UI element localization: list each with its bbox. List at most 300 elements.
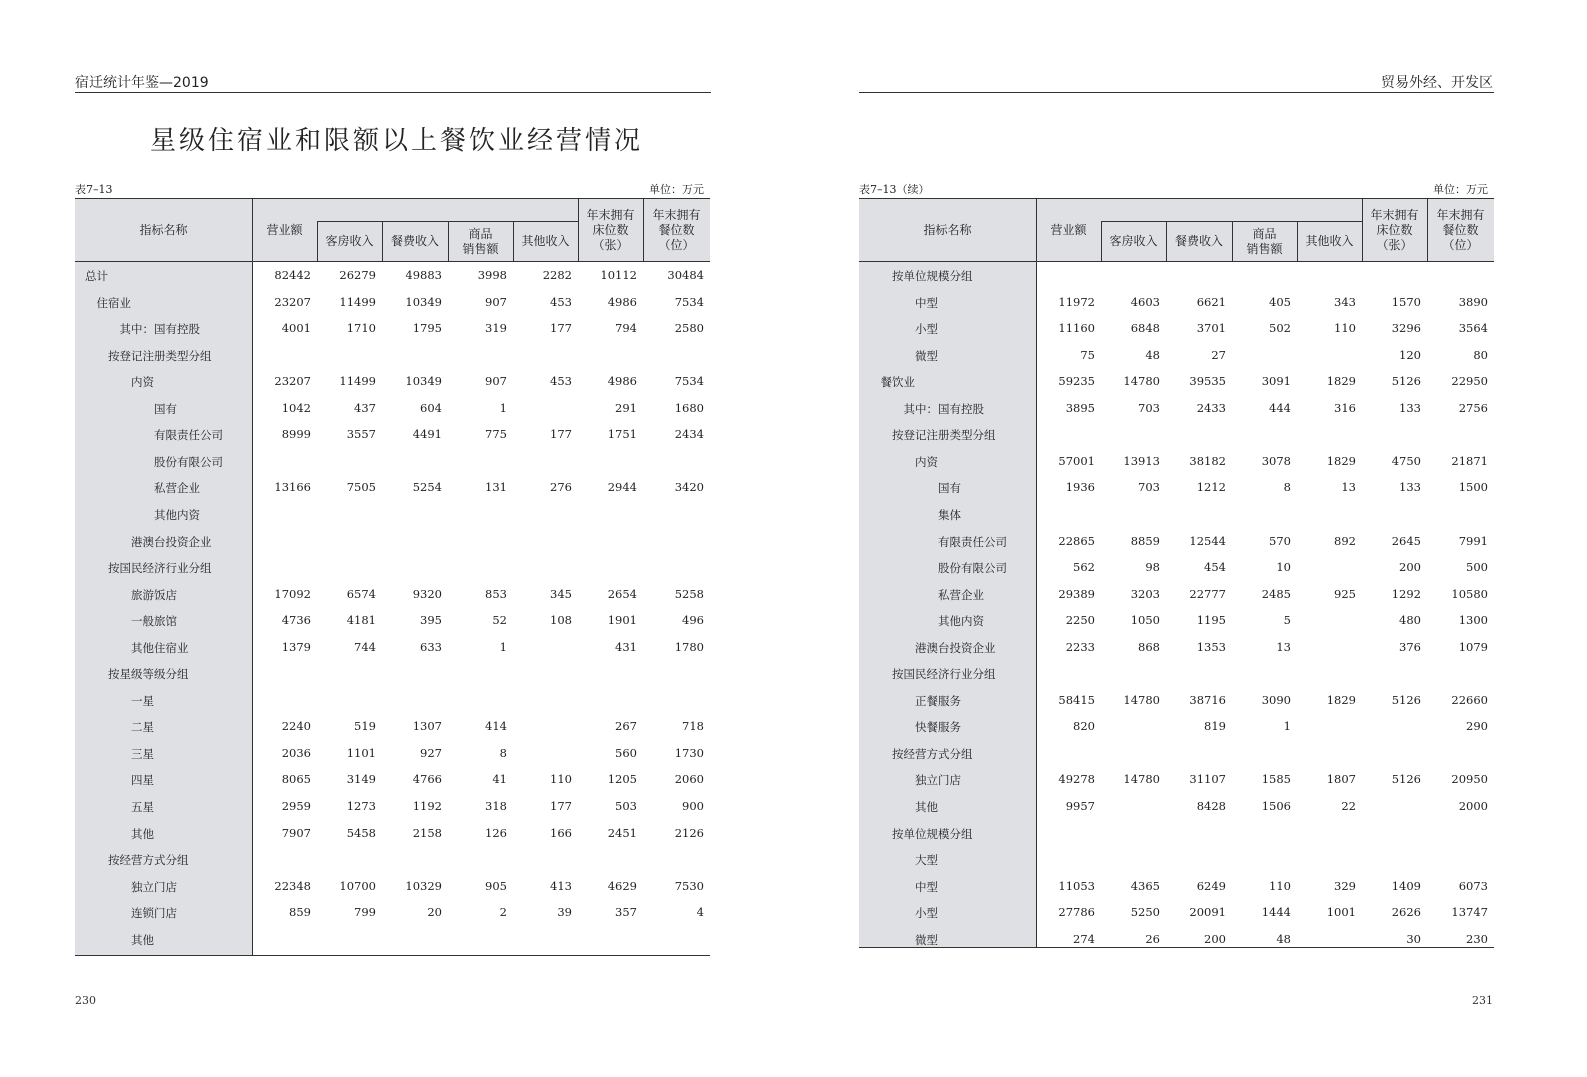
cell-value: 799 (354, 905, 376, 920)
row-label: 国有 (154, 401, 177, 416)
cell-value: 13 (1341, 480, 1356, 495)
cell-value: 6073 (1458, 878, 1488, 893)
row-label: 港澳台投资企业 (915, 640, 996, 655)
header-text: （张） (592, 237, 629, 252)
cell-value: 1444 (1261, 905, 1291, 920)
cell-value: 120 (1399, 347, 1421, 362)
cell-value: 900 (682, 799, 704, 813)
cell-value: 8859 (1130, 533, 1160, 548)
cell-value: 110 (1334, 321, 1356, 336)
header-text: （张） (1376, 237, 1413, 252)
cell-value: 431 (615, 639, 637, 654)
cell-value: 604 (420, 400, 442, 415)
cell-value: 907 (485, 374, 507, 389)
cell-value: 276 (550, 480, 572, 495)
running-head: 宿迁统计年鉴—2019 (75, 75, 209, 91)
row-label: 集体 (938, 507, 961, 522)
cell-value: 13166 (274, 480, 311, 495)
cell-value: 58415 (1058, 692, 1095, 707)
table-row (0, 795, 794, 821)
row-label: 其中：国有控股 (119, 322, 200, 337)
cell-value: 744 (354, 639, 376, 654)
cell-value: 2485 (1261, 586, 1291, 601)
cell-value: 6574 (346, 586, 376, 601)
header-rule (859, 92, 1494, 93)
cell-value: 41 (492, 772, 507, 787)
table-row (793, 662, 1587, 688)
cell-value: 11499 (339, 294, 376, 309)
cell-value: 1795 (412, 321, 442, 336)
table-row (0, 742, 794, 768)
row-label: 按单位规模分组 (892, 269, 973, 283)
cell-value: 26279 (339, 268, 376, 282)
row-label: 独立门店 (915, 773, 961, 788)
row-label: 中型 (915, 879, 938, 894)
page-number: 231 (1472, 994, 1493, 1007)
cell-value: 110 (550, 772, 572, 787)
cell-value: 5126 (1391, 374, 1421, 389)
cell-value: 395 (420, 613, 442, 628)
cell-value: 1042 (281, 400, 311, 415)
cell-value: 4750 (1391, 453, 1421, 468)
row-label: 按经营方式分组 (108, 853, 189, 868)
header-divider (317, 221, 318, 262)
row-label: 按国民经济行业分组 (892, 667, 996, 682)
header-text: （位） (658, 237, 695, 252)
cell-value: 22348 (274, 878, 311, 893)
cell-value: 3091 (1261, 374, 1291, 389)
cell-value: 21871 (1451, 453, 1488, 468)
right-page (793, 0, 1587, 1077)
cell-value: 8065 (281, 772, 311, 787)
row-label: 股份有限公司 (154, 454, 223, 469)
table-row (0, 928, 794, 954)
header-text: 其他收入 (521, 234, 570, 248)
cell-value: 1379 (281, 639, 311, 654)
table-row (793, 556, 1587, 582)
cell-value: 177 (550, 321, 572, 336)
cell-value: 48 (1145, 347, 1160, 362)
cell-value: 2250 (1065, 613, 1095, 628)
cell-value: 4365 (1130, 878, 1160, 893)
cell-value: 820 (1073, 719, 1095, 734)
table-row (0, 370, 794, 396)
row-label: 中型 (915, 295, 938, 310)
cell-value: 1409 (1391, 878, 1421, 893)
header-text: 指标名称 (923, 222, 972, 237)
cell-value: 1506 (1261, 799, 1291, 813)
cell-value: 1050 (1130, 613, 1160, 628)
cell-value: 3895 (1065, 400, 1095, 415)
cell-value: 4181 (346, 613, 376, 628)
cell-value: 22777 (1189, 586, 1226, 601)
row-label: 正餐服务 (915, 693, 961, 708)
row-label: 私营企业 (938, 587, 984, 602)
row-label: 港澳台投资企业 (131, 534, 212, 549)
table-row (793, 742, 1587, 768)
cell-value: 13 (1276, 639, 1291, 654)
header-meal-income (1166, 221, 1232, 262)
cell-value: 177 (550, 427, 572, 442)
table-row (0, 609, 794, 635)
cell-value: 3557 (346, 427, 376, 442)
cell-value: 4603 (1130, 294, 1160, 309)
cell-value: 1212 (1196, 480, 1226, 495)
row-label: 餐饮业 (880, 375, 915, 390)
cell-value: 343 (1334, 294, 1356, 309)
cell-value: 2626 (1391, 905, 1421, 920)
cell-value: 454 (1204, 560, 1226, 575)
table-row (793, 875, 1587, 901)
header-rule (75, 92, 711, 93)
cell-value: 453 (550, 294, 572, 309)
table-row (793, 397, 1587, 423)
cell-value: 5126 (1391, 772, 1421, 787)
cell-value: 318 (485, 799, 507, 813)
cell-value: 859 (289, 905, 311, 920)
cell-value: 1079 (1458, 639, 1488, 654)
cell-value: 38716 (1189, 692, 1226, 707)
row-label: 其他住宿业 (131, 640, 189, 655)
header-indicator-name (75, 198, 252, 262)
table-row (0, 397, 794, 423)
cell-value: 9957 (1065, 799, 1095, 813)
cell-value: 453 (550, 374, 572, 389)
row-label: 其他 (915, 800, 938, 814)
header-text: 年末拥有 (1436, 207, 1485, 222)
table-row (0, 450, 794, 476)
table-row (0, 556, 794, 582)
cell-value: 166 (550, 825, 572, 840)
row-label: 内资 (915, 454, 938, 469)
cell-value: 794 (615, 321, 637, 336)
cell-value: 2645 (1391, 533, 1421, 548)
header-text: 餐费收入 (1174, 234, 1223, 248)
row-label: 按登记注册类型分组 (108, 348, 212, 363)
table-row (0, 689, 794, 715)
header-text: 餐位数 (658, 222, 695, 237)
cell-value: 133 (1399, 400, 1421, 415)
cell-value: 1570 (1391, 294, 1421, 309)
table-row (0, 423, 794, 449)
cell-value: 177 (550, 799, 572, 813)
table-row (0, 264, 794, 290)
cell-value: 13913 (1123, 453, 1160, 468)
table-row (793, 928, 1587, 954)
cell-value: 1 (1283, 719, 1291, 734)
cell-value: 10329 (405, 878, 442, 893)
cell-value: 80 (1473, 347, 1488, 362)
cell-value: 2434 (674, 427, 704, 442)
cell-value: 1680 (674, 400, 704, 415)
row-label: 其他内资 (154, 507, 200, 522)
header-goods-sales (448, 221, 513, 262)
cell-value: 5458 (346, 825, 376, 840)
cell-value: 30 (1406, 931, 1421, 946)
cell-value: 570 (1269, 533, 1291, 548)
table-row (0, 503, 794, 529)
cell-value: 12544 (1189, 533, 1226, 548)
cell-value: 1901 (607, 613, 637, 628)
cell-value: 59235 (1058, 374, 1095, 389)
cell-value: 405 (1269, 294, 1291, 309)
table-row (793, 822, 1587, 848)
cell-value: 26 (1145, 931, 1160, 946)
row-label: 其中：国有控股 (903, 401, 984, 416)
cell-value: 2126 (674, 825, 704, 840)
cell-value: 1205 (607, 772, 637, 787)
row-label: 旅游饭店 (131, 587, 177, 602)
cell-value: 133 (1399, 480, 1421, 495)
row-label: 四星 (131, 773, 154, 788)
cell-value: 7534 (674, 294, 704, 309)
header-text: 年末拥有 (1370, 207, 1419, 222)
page-title: 星级住宿业和限额以上餐饮业经营情况 (150, 126, 644, 156)
cell-value: 131 (485, 480, 507, 495)
cell-value: 925 (1334, 586, 1356, 601)
cell-value: 3296 (1391, 321, 1421, 336)
cell-value: 2060 (674, 772, 704, 787)
cell-value: 329 (1334, 878, 1356, 893)
cell-value: 10580 (1451, 586, 1488, 601)
cell-value: 8 (499, 745, 507, 760)
cell-value: 560 (615, 745, 637, 760)
table-row (793, 317, 1587, 343)
cell-value: 2959 (281, 799, 311, 813)
cell-value: 22 (1341, 799, 1356, 813)
cell-value: 11499 (339, 374, 376, 389)
row-label: 总计 (85, 269, 108, 283)
cell-value: 27 (1211, 347, 1226, 362)
cell-value: 82442 (274, 268, 311, 282)
table-unit: 单位：万元 (649, 183, 704, 196)
row-label: 其他 (131, 826, 154, 841)
table-row (0, 530, 794, 556)
row-label: 股份有限公司 (938, 561, 1007, 576)
cell-value: 49278 (1058, 772, 1095, 787)
cell-value: 11160 (1058, 321, 1095, 336)
table-row (793, 795, 1587, 821)
cell-value: 10112 (600, 268, 637, 282)
cell-value: 1353 (1196, 639, 1226, 654)
cell-value: 3149 (346, 772, 376, 787)
table-unit: 单位：万元 (1433, 183, 1488, 196)
row-label: 连锁门店 (131, 906, 177, 921)
cell-value: 892 (1334, 533, 1356, 548)
cell-value: 4491 (412, 427, 442, 442)
cell-value: 11972 (1058, 294, 1095, 309)
cell-value: 2654 (607, 586, 637, 601)
header-room-income (1101, 221, 1166, 262)
table-row (0, 583, 794, 609)
running-head: 贸易外经、开发区 (1381, 75, 1493, 91)
cell-value: 1 (499, 639, 507, 654)
table-row (0, 901, 794, 927)
header-text: 年末拥有 (652, 207, 701, 222)
table-row (793, 450, 1587, 476)
row-label: 小型 (915, 322, 938, 337)
row-label: 独立门店 (131, 879, 177, 894)
cell-value: 10349 (405, 374, 442, 389)
cell-value: 502 (1269, 321, 1291, 336)
row-label: 有限责任公司 (938, 534, 1007, 549)
header-divider (317, 221, 578, 222)
row-label: 按国民经济行业分组 (108, 561, 212, 576)
cell-value: 52 (492, 613, 507, 628)
cell-value: 1780 (674, 639, 704, 654)
cell-value: 718 (682, 719, 704, 734)
table-row (793, 264, 1587, 290)
header-divider (1101, 221, 1362, 222)
header-divider (1232, 221, 1233, 262)
row-label: 按单位规模分组 (892, 826, 973, 841)
cell-value: 3203 (1130, 586, 1160, 601)
header-text: 指标名称 (139, 222, 188, 237)
table-label: 表7–13 (75, 183, 113, 196)
table-row (793, 636, 1587, 662)
cell-value: 200 (1204, 931, 1226, 946)
cell-value: 5 (1283, 613, 1291, 628)
header-text: 营业额 (1050, 222, 1087, 237)
cell-value: 1829 (1326, 374, 1356, 389)
cell-value: 414 (485, 719, 507, 734)
cell-value: 8999 (281, 427, 311, 442)
cell-value: 1751 (607, 427, 637, 442)
table-row (0, 476, 794, 502)
table-row (793, 423, 1587, 449)
cell-value: 6848 (1130, 321, 1160, 336)
cell-value: 1300 (1458, 613, 1488, 628)
cell-value: 2240 (281, 719, 311, 734)
cell-value: 4001 (281, 321, 311, 336)
header-seats (643, 198, 710, 262)
cell-value: 4736 (281, 613, 311, 628)
cell-value: 3090 (1261, 692, 1291, 707)
cell-value: 500 (1466, 560, 1488, 575)
cell-value: 819 (1204, 719, 1226, 734)
cell-value: 480 (1399, 613, 1421, 628)
cell-value: 775 (485, 427, 507, 442)
cell-value: 108 (550, 613, 572, 628)
row-label: 微型 (915, 348, 938, 363)
table-row (793, 291, 1587, 317)
cell-value: 3564 (1458, 321, 1488, 336)
cell-value: 4766 (412, 772, 442, 787)
table-row (793, 503, 1587, 529)
cell-value: 319 (485, 321, 507, 336)
row-label: 五星 (131, 800, 154, 814)
cell-value: 5254 (412, 480, 442, 495)
table-bottom-rule (75, 955, 710, 956)
table-label: 表7–13（续） (859, 183, 930, 196)
table-row (793, 715, 1587, 741)
cell-value: 22660 (1451, 692, 1488, 707)
cell-value: 10349 (405, 294, 442, 309)
cell-value: 14780 (1123, 374, 1160, 389)
header-text: 销售额 (462, 241, 499, 256)
cell-value: 20950 (1451, 772, 1488, 787)
cell-value: 907 (485, 294, 507, 309)
cell-value: 633 (420, 639, 442, 654)
left-page (0, 0, 793, 1077)
cell-value: 11053 (1058, 878, 1095, 893)
table-row (0, 317, 794, 343)
header-text: 其他收入 (1305, 234, 1354, 248)
header-divider (643, 198, 644, 262)
cell-value: 7530 (674, 878, 704, 893)
cell-value: 1 (499, 400, 507, 415)
cell-value: 2433 (1196, 400, 1226, 415)
header-text: （位） (1442, 237, 1479, 252)
header-text: 床位数 (1376, 222, 1413, 237)
cell-value: 703 (1138, 480, 1160, 495)
cell-value: 230 (1466, 931, 1488, 946)
cell-value: 7991 (1458, 533, 1488, 548)
header-divider (1297, 221, 1298, 262)
cell-value: 2000 (1458, 799, 1488, 813)
table-row (0, 715, 794, 741)
header-text: 营业额 (266, 222, 303, 237)
row-label: 快餐服务 (915, 720, 961, 735)
cell-value: 17092 (274, 586, 311, 601)
row-label: 小型 (915, 906, 938, 921)
cell-value: 4986 (607, 294, 637, 309)
cell-value: 4986 (607, 374, 637, 389)
cell-value: 2756 (1458, 400, 1488, 415)
row-label: 一星 (131, 693, 154, 708)
header-room-income (317, 221, 382, 262)
cell-value: 1292 (1391, 586, 1421, 601)
table-row (0, 822, 794, 848)
header-divider (513, 221, 514, 262)
cell-value: 48 (1276, 931, 1291, 946)
table-row (0, 875, 794, 901)
cell-value: 7534 (674, 374, 704, 389)
row-label: 私营企业 (154, 481, 200, 496)
cell-value: 31107 (1189, 772, 1226, 787)
table-row (793, 848, 1587, 874)
cell-value: 49883 (405, 268, 442, 282)
cell-value: 2233 (1065, 639, 1095, 654)
cell-value: 3998 (477, 268, 507, 282)
cell-value: 562 (1073, 560, 1095, 575)
cell-value: 267 (615, 719, 637, 734)
cell-value: 413 (550, 878, 572, 893)
cell-value: 519 (354, 719, 376, 734)
cell-value: 316 (1334, 400, 1356, 415)
cell-value: 5258 (674, 586, 704, 601)
table-row (793, 583, 1587, 609)
cell-value: 2451 (607, 825, 637, 840)
cell-value: 22950 (1451, 374, 1488, 389)
header-divider (382, 221, 383, 262)
page-number: 230 (75, 994, 96, 1007)
cell-value: 14780 (1123, 692, 1160, 707)
cell-value: 905 (485, 878, 507, 893)
table-row (793, 476, 1587, 502)
row-label: 三星 (131, 746, 154, 761)
cell-value: 2944 (607, 480, 637, 495)
table-row (793, 768, 1587, 794)
cell-value: 1192 (412, 799, 442, 813)
header-divider (1036, 198, 1037, 262)
cell-value: 7505 (346, 480, 376, 495)
cell-value: 8428 (1196, 799, 1226, 813)
cell-value: 14780 (1123, 772, 1160, 787)
row-label: 按星级等级分组 (108, 667, 189, 682)
header-beds (1362, 198, 1427, 262)
cell-value: 4629 (607, 878, 637, 893)
